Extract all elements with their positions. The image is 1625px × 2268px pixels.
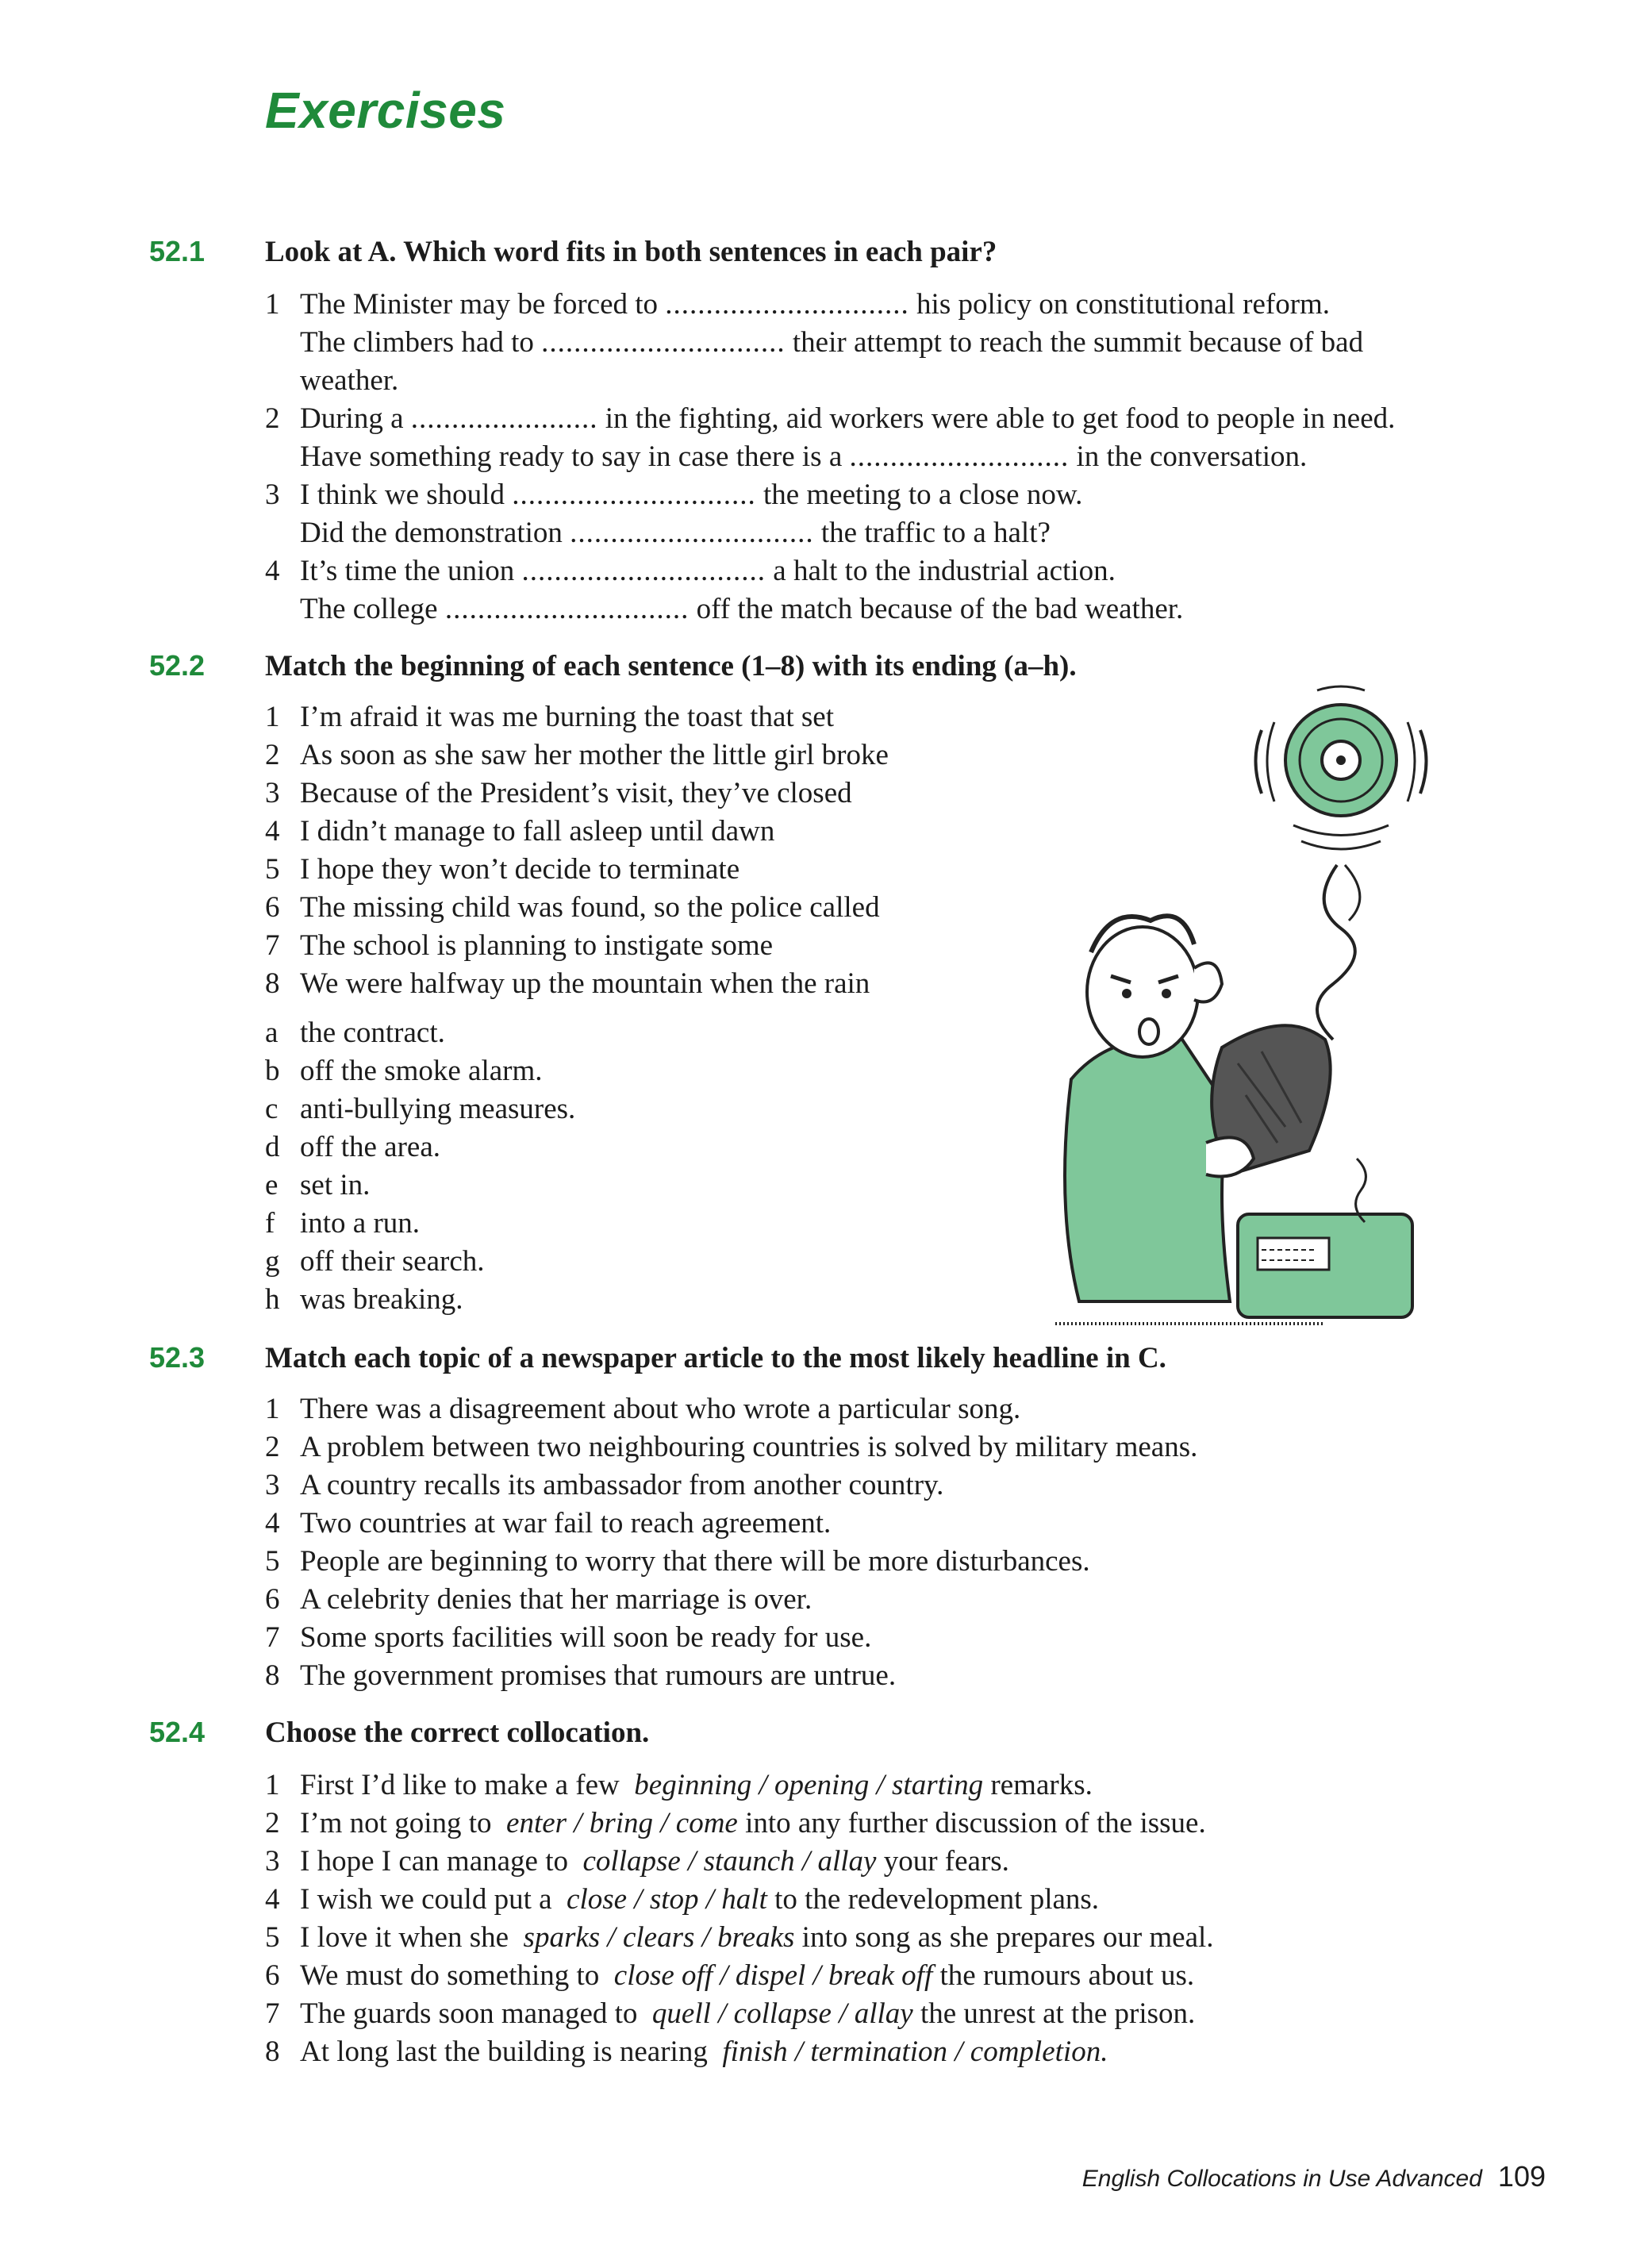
blank[interactable]: ........................... bbox=[849, 440, 1070, 473]
list-item: d off the area. bbox=[265, 1131, 441, 1163]
collocation-options[interactable]: quell / collapse / allay bbox=[651, 1997, 913, 2030]
blank[interactable]: .............................. bbox=[521, 555, 766, 587]
list-item: 5 People are beginning to worry that there will be more disturbances. bbox=[265, 1545, 1090, 1578]
page-title: Exercises bbox=[265, 82, 506, 139]
smoke-alarm-icon bbox=[1256, 686, 1427, 849]
item-number: 4 bbox=[265, 555, 280, 587]
list-item: 1 First I’d like to make a few beginning / opening / starting remarks. bbox=[265, 1769, 1093, 1801]
list-item: The climbers had to .............................. their attempt to reach the summit because of bad bbox=[300, 326, 1364, 359]
list-item: Did the demonstration .............................. the traffic to a halt? bbox=[300, 517, 1051, 549]
list-item: a the contract. bbox=[265, 1017, 445, 1049]
list-item: 8 We were halfway up the mountain when the rain bbox=[265, 967, 870, 1000]
exercise-number: 52.2 bbox=[149, 649, 206, 682]
list-item: f into a run. bbox=[265, 1207, 421, 1240]
collocation-options[interactable]: close off / dispel / break off bbox=[613, 1959, 933, 1992]
list-item: 3 A country recalls its ambassador from another country. bbox=[265, 1469, 944, 1501]
list-item: b off the smoke alarm. bbox=[265, 1055, 543, 1087]
collocation-options[interactable]: sparks / clears / breaks bbox=[523, 1921, 795, 1954]
exercise-number: 52.1 bbox=[149, 235, 206, 267]
list-item: g off their search. bbox=[265, 1245, 485, 1278]
list-item: 4 Two countries at war fail to reach agreement. bbox=[265, 1507, 832, 1540]
list-item: 6 A celebrity denies that her marriage is over. bbox=[265, 1583, 812, 1616]
list-item: 8 The government promises that rumours are untrue. bbox=[265, 1659, 897, 1692]
list-item: 6 The missing child was found, so the police called bbox=[265, 891, 880, 924]
list-item: 5 I love it when she sparks / clears / breaks into song as she prepares our meal. bbox=[265, 1921, 1214, 1954]
collocation-options[interactable]: beginning / opening / starting bbox=[634, 1769, 984, 1801]
collocation-options[interactable]: collapse / staunch / allay bbox=[582, 1845, 877, 1878]
exercise-instruction: Match the beginning of each sentence (1–8) with its ending (a–h). bbox=[265, 650, 1077, 682]
list-item: c anti-bullying measures. bbox=[265, 1093, 576, 1125]
exercise-number: 52.4 bbox=[149, 1716, 206, 1748]
list-item: 3 I hope I can manage to collapse / staunch / allay your fears. bbox=[265, 1845, 1009, 1878]
book-title: English Collocations in Use Advanced bbox=[1081, 2166, 1482, 2192]
list-item: 3 I think we should .............................. the meeting to a close now. bbox=[265, 479, 1083, 511]
blank[interactable]: ....................... bbox=[410, 402, 598, 435]
exercise-instruction: Choose the correct collocation. bbox=[265, 1716, 650, 1749]
list-item: weather. bbox=[300, 364, 399, 397]
list-item: 1 I’m afraid it was me burning the toast that set bbox=[265, 701, 835, 733]
list-item: 5 I hope they won’t decide to terminate bbox=[265, 853, 740, 886]
list-item: Have something ready to say in case there is a ........................... in the conversation. bbox=[300, 440, 1308, 473]
list-item: 3 Because of the President’s visit, they’ve closed bbox=[265, 777, 852, 809]
blank[interactable]: .............................. bbox=[570, 517, 814, 549]
blank[interactable]: .............................. bbox=[665, 288, 909, 321]
item-number: 1 bbox=[265, 288, 280, 321]
list-item: The college .............................. off the match because of the bad weather. bbox=[300, 593, 1184, 625]
list-item: 4 I wish we could put a close / stop / halt to the redevelopment plans. bbox=[265, 1883, 1100, 1916]
exercise-instruction: Look at A. Which word fits in both sentences in each pair? bbox=[265, 236, 997, 268]
collocation-options[interactable]: finish / termination / completion. bbox=[722, 2035, 1108, 2068]
smoke-alarm-toast-illustration bbox=[1024, 667, 1436, 1333]
list-item: e set in. bbox=[265, 1169, 371, 1201]
list-item: h was breaking. bbox=[265, 1283, 463, 1316]
list-item: 6 We must do something to close off / dispel / break off the rumours about us. bbox=[265, 1959, 1195, 1992]
exercise-instruction: Match each topic of a newspaper article to the most likely headline in C. bbox=[265, 1342, 1166, 1374]
list-item: 4 It’s time the union .............................. a halt to the industrial action. bbox=[265, 555, 1116, 587]
page-number: 109 bbox=[1497, 2160, 1546, 2193]
list-item: 7 Some sports facilities will soon be ready for use. bbox=[265, 1621, 872, 1654]
item-number: 2 bbox=[265, 402, 280, 435]
list-item: 1 There was a disagreement about who wrote a particular song. bbox=[265, 1393, 1021, 1425]
list-item: 2 As soon as she saw her mother the little girl broke bbox=[265, 739, 889, 771]
collocation-options[interactable]: close / stop / halt bbox=[567, 1883, 767, 1916]
page-footer bbox=[1082, 2160, 1546, 2193]
collocation-options[interactable]: enter / bring / come bbox=[506, 1807, 738, 1839]
list-item: 7 The school is planning to instigate some bbox=[265, 929, 774, 962]
list-item: 4 I didn’t manage to fall asleep until dawn bbox=[265, 815, 775, 848]
list-item: 7 The guards soon managed to quell / collapse / allay the unrest at the prison. bbox=[265, 1997, 1196, 2030]
list-item: 8 At long last the building is nearing finish / termination / completion. bbox=[265, 2035, 1108, 2068]
list-item: 2 A problem between two neighbouring countries is solved by military means. bbox=[265, 1431, 1198, 1463]
blank[interactable]: .............................. bbox=[444, 593, 690, 625]
list-item: 2 I’m not going to enter / bring / come into any further discussion of the issue. bbox=[265, 1807, 1206, 1839]
item-number: 3 bbox=[265, 479, 280, 511]
list-item: 2 During a ....................... in the fighting, aid workers were able to get food to people in need. bbox=[265, 402, 1396, 435]
blank[interactable]: .............................. bbox=[512, 479, 756, 511]
exercise-number: 52.3 bbox=[149, 1341, 206, 1374]
list-item: 1 The Minister may be forced to .............................. his policy on constitutional reform. bbox=[265, 288, 1331, 321]
blank[interactable]: .............................. bbox=[541, 326, 786, 359]
